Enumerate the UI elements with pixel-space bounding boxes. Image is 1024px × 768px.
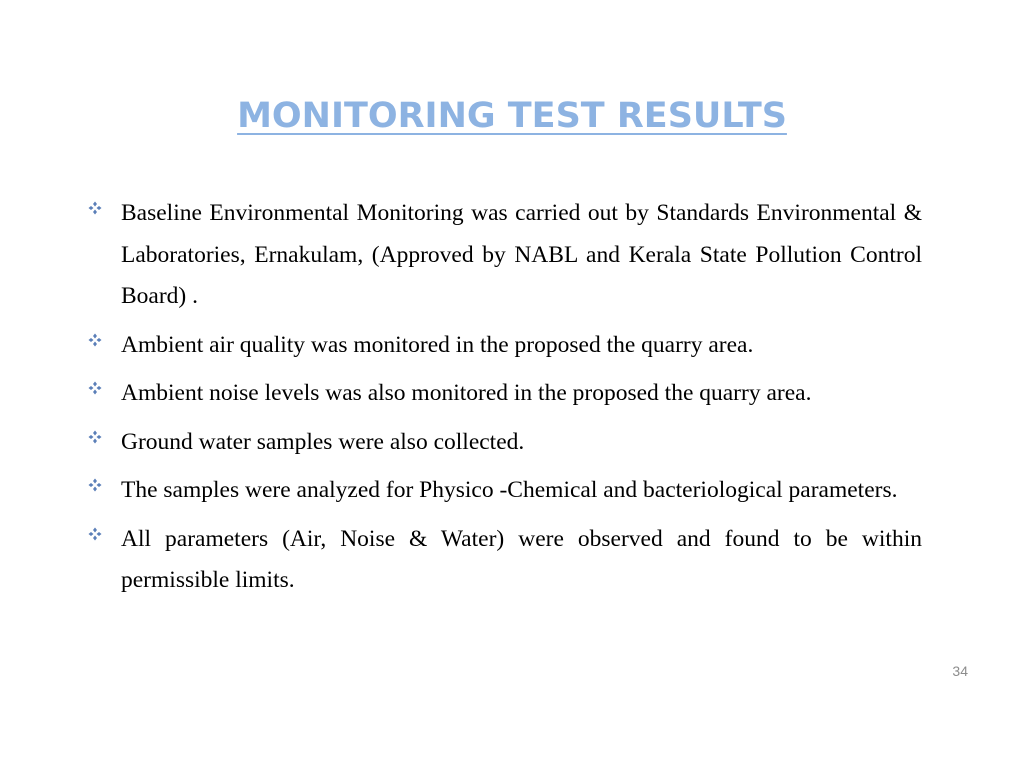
slide-title-text: MONITORING TEST RESULTS	[237, 96, 787, 136]
bullet-item	[88, 422, 922, 464]
four-diamond-icon	[88, 381, 102, 395]
page-number: 34	[952, 663, 968, 679]
bullet-item	[88, 519, 922, 602]
slide-title	[0, 92, 1024, 140]
four-diamond-icon	[88, 527, 102, 541]
bullet-text: Ambient air quality was monitored in the proposed the quarry area.	[121, 331, 754, 358]
bullet-text: The samples were analyzed for Physico -Chemical and bacteriological parameters.	[121, 477, 898, 503]
four-diamond-icon	[88, 478, 102, 492]
bullet-text: Baseline Environmental Monitoring was carried out by Standards Environmental & Laboratories, Ernakulam, (Approved by NABL and Kerala State Pollution Control Board) .	[121, 200, 922, 309]
bullet-list	[88, 193, 922, 609]
bullet-item	[88, 325, 922, 367]
four-diamond-icon	[88, 333, 102, 347]
bullet-item	[88, 373, 922, 415]
four-diamond-icon	[88, 201, 102, 215]
bullet-item	[88, 470, 922, 512]
bullet-item	[88, 193, 922, 318]
bullet-text: Ambient noise levels was also monitored in the proposed the quarry area.	[121, 380, 812, 406]
bullet-text: Ground water samples were also collected.	[121, 428, 525, 455]
four-diamond-icon	[88, 430, 102, 444]
bullet-text: All parameters (Air, Noise & Water) were observed and found to be within permissible limits.	[121, 525, 922, 593]
